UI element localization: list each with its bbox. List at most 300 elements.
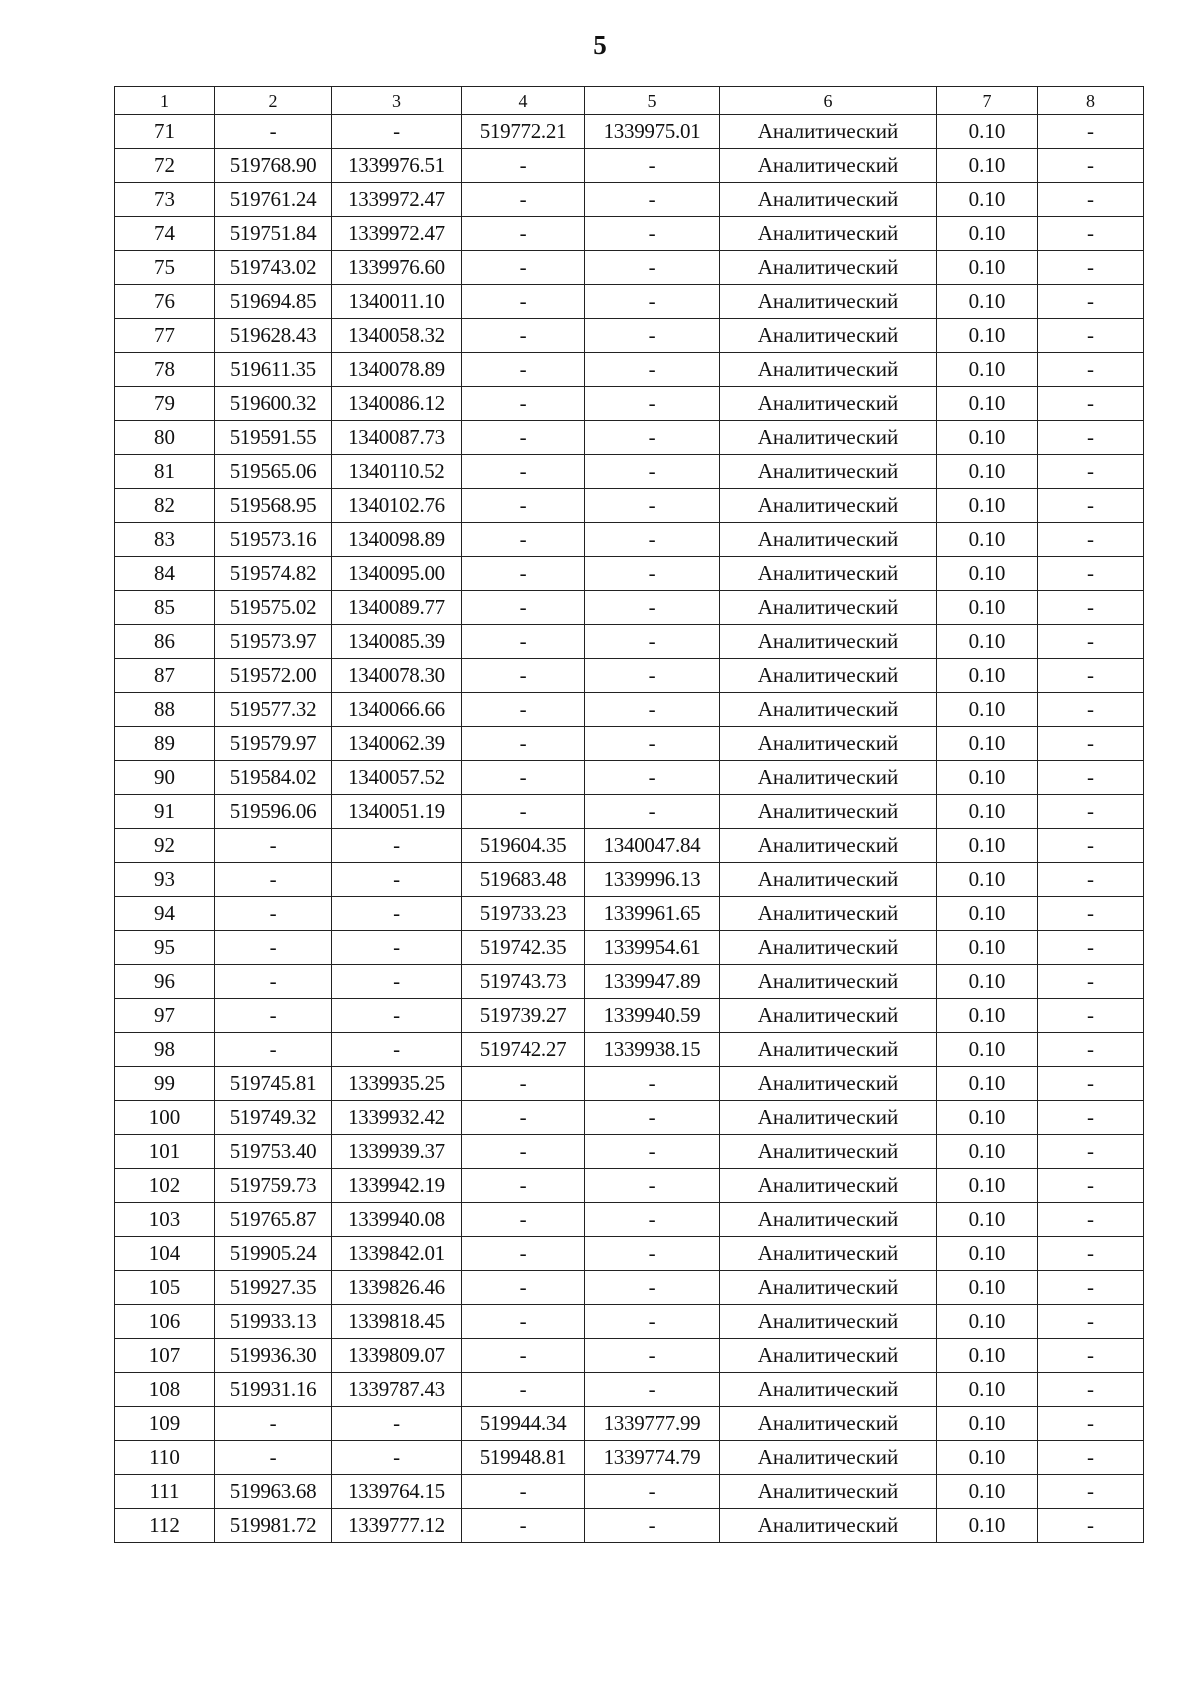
cell-y-coordinate: -	[332, 999, 462, 1033]
cell-y-coordinate: -	[332, 1441, 462, 1475]
cell-y-coordinate: 1339826.46	[332, 1271, 462, 1305]
header-cell-col-2: 2	[215, 87, 332, 115]
cell-point-number: 111	[115, 1475, 215, 1509]
header-cell-col-5: 5	[585, 87, 720, 115]
cell-method: Аналитический	[720, 1135, 937, 1169]
table-row	[115, 863, 1144, 897]
header-cell-col-1: 1	[115, 87, 215, 115]
cell-accuracy: 0.10	[937, 1441, 1038, 1475]
cell-method: Аналитический	[720, 999, 937, 1033]
cell-y-coordinate: 1340078.89	[332, 353, 462, 387]
cell-accuracy: 0.10	[937, 149, 1038, 183]
cell-y-coordinate: 1339764.15	[332, 1475, 462, 1509]
cell-y-coordinate-alt: -	[585, 285, 720, 319]
cell-note: -	[1038, 1305, 1144, 1339]
cell-y-coordinate: 1339932.42	[332, 1101, 462, 1135]
cell-accuracy: 0.10	[937, 1101, 1038, 1135]
cell-x-coordinate-alt: 519944.34	[462, 1407, 585, 1441]
cell-y-coordinate: 1339818.45	[332, 1305, 462, 1339]
coordinates-table	[114, 86, 1144, 1543]
cell-y-coordinate: 1339942.19	[332, 1169, 462, 1203]
cell-accuracy: 0.10	[937, 557, 1038, 591]
cell-method: Аналитический	[720, 795, 937, 829]
cell-accuracy: 0.10	[937, 1339, 1038, 1373]
cell-accuracy: 0.10	[937, 1373, 1038, 1407]
cell-method: Аналитический	[720, 1033, 937, 1067]
cell-method: Аналитический	[720, 353, 937, 387]
cell-point-number: 95	[115, 931, 215, 965]
table-row	[115, 217, 1144, 251]
cell-x-coordinate: -	[215, 115, 332, 149]
table-row	[115, 1509, 1144, 1543]
header-cell-col-6: 6	[720, 87, 937, 115]
cell-method: Аналитический	[720, 285, 937, 319]
cell-accuracy: 0.10	[937, 115, 1038, 149]
cell-x-coordinate-alt: -	[462, 1169, 585, 1203]
cell-x-coordinate: 519927.35	[215, 1271, 332, 1305]
cell-x-coordinate-alt: -	[462, 421, 585, 455]
cell-x-coordinate-alt: 519683.48	[462, 863, 585, 897]
cell-accuracy: 0.10	[937, 659, 1038, 693]
cell-accuracy: 0.10	[937, 931, 1038, 965]
cell-y-coordinate-alt: -	[585, 1237, 720, 1271]
cell-method: Аналитический	[720, 1475, 937, 1509]
cell-method: Аналитический	[720, 897, 937, 931]
cell-accuracy: 0.10	[937, 489, 1038, 523]
cell-point-number: 102	[115, 1169, 215, 1203]
cell-method: Аналитический	[720, 557, 937, 591]
cell-note: -	[1038, 1237, 1144, 1271]
cell-accuracy: 0.10	[937, 591, 1038, 625]
cell-y-coordinate: -	[332, 931, 462, 965]
cell-y-coordinate-alt: -	[585, 387, 720, 421]
cell-note: -	[1038, 251, 1144, 285]
cell-x-coordinate-alt: -	[462, 1135, 585, 1169]
cell-x-coordinate-alt: -	[462, 1305, 585, 1339]
cell-method: Аналитический	[720, 1203, 937, 1237]
header-cell-col-3: 3	[332, 87, 462, 115]
cell-x-coordinate-alt: -	[462, 1475, 585, 1509]
cell-x-coordinate: 519573.16	[215, 523, 332, 557]
cell-y-coordinate: 1340089.77	[332, 591, 462, 625]
cell-method: Аналитический	[720, 1407, 937, 1441]
cell-y-coordinate-alt: -	[585, 183, 720, 217]
cell-point-number: 84	[115, 557, 215, 591]
cell-note: -	[1038, 489, 1144, 523]
table-row	[115, 659, 1144, 693]
cell-method: Аналитический	[720, 1271, 937, 1305]
cell-accuracy: 0.10	[937, 183, 1038, 217]
cell-accuracy: 0.10	[937, 319, 1038, 353]
cell-x-coordinate-alt: -	[462, 1339, 585, 1373]
table-row	[115, 1373, 1144, 1407]
cell-x-coordinate-alt: -	[462, 761, 585, 795]
cell-y-coordinate: 1340058.32	[332, 319, 462, 353]
cell-x-coordinate: 519568.95	[215, 489, 332, 523]
cell-y-coordinate-alt: -	[585, 1169, 720, 1203]
cell-point-number: 87	[115, 659, 215, 693]
cell-accuracy: 0.10	[937, 421, 1038, 455]
cell-accuracy: 0.10	[937, 1033, 1038, 1067]
cell-x-coordinate-alt: -	[462, 183, 585, 217]
cell-point-number: 93	[115, 863, 215, 897]
header-row	[115, 87, 1144, 115]
cell-x-coordinate-alt: 519772.21	[462, 115, 585, 149]
table-row	[115, 1305, 1144, 1339]
cell-method: Аналитический	[720, 115, 937, 149]
cell-x-coordinate: -	[215, 1441, 332, 1475]
cell-x-coordinate-alt: -	[462, 1067, 585, 1101]
cell-x-coordinate: 519577.32	[215, 693, 332, 727]
cell-x-coordinate-alt: -	[462, 353, 585, 387]
table-row	[115, 1271, 1144, 1305]
cell-method: Аналитический	[720, 217, 937, 251]
cell-point-number: 91	[115, 795, 215, 829]
cell-point-number: 97	[115, 999, 215, 1033]
cell-note: -	[1038, 319, 1144, 353]
cell-point-number: 75	[115, 251, 215, 285]
table-row	[115, 251, 1144, 285]
cell-point-number: 101	[115, 1135, 215, 1169]
cell-note: -	[1038, 1169, 1144, 1203]
cell-note: -	[1038, 387, 1144, 421]
cell-y-coordinate: 1340062.39	[332, 727, 462, 761]
cell-y-coordinate-alt: -	[585, 1067, 720, 1101]
table-row	[115, 115, 1144, 149]
cell-method: Аналитический	[720, 421, 937, 455]
cell-method: Аналитический	[720, 727, 937, 761]
cell-x-coordinate-alt: -	[462, 285, 585, 319]
cell-accuracy: 0.10	[937, 1067, 1038, 1101]
table-row	[115, 285, 1144, 319]
cell-note: -	[1038, 659, 1144, 693]
cell-point-number: 85	[115, 591, 215, 625]
table-row	[115, 761, 1144, 795]
table-row	[115, 183, 1144, 217]
cell-note: -	[1038, 761, 1144, 795]
cell-point-number: 83	[115, 523, 215, 557]
cell-y-coordinate: 1339976.60	[332, 251, 462, 285]
cell-point-number: 110	[115, 1441, 215, 1475]
cell-point-number: 81	[115, 455, 215, 489]
cell-point-number: 96	[115, 965, 215, 999]
cell-x-coordinate: 519749.32	[215, 1101, 332, 1135]
cell-y-coordinate-alt: 1339954.61	[585, 931, 720, 965]
cell-y-coordinate: 1340085.39	[332, 625, 462, 659]
cell-point-number: 109	[115, 1407, 215, 1441]
cell-y-coordinate: 1340066.66	[332, 693, 462, 727]
table-row	[115, 829, 1144, 863]
cell-accuracy: 0.10	[937, 1305, 1038, 1339]
cell-y-coordinate-alt: -	[585, 1101, 720, 1135]
cell-accuracy: 0.10	[937, 863, 1038, 897]
table-row	[115, 795, 1144, 829]
cell-point-number: 86	[115, 625, 215, 659]
cell-y-coordinate-alt: -	[585, 217, 720, 251]
table-row	[115, 557, 1144, 591]
cell-note: -	[1038, 455, 1144, 489]
cell-x-coordinate-alt: -	[462, 693, 585, 727]
table-row	[115, 727, 1144, 761]
cell-y-coordinate-alt: 1339777.99	[585, 1407, 720, 1441]
cell-method: Аналитический	[720, 319, 937, 353]
cell-x-coordinate: 519753.40	[215, 1135, 332, 1169]
cell-y-coordinate-alt: 1339975.01	[585, 115, 720, 149]
cell-y-coordinate: 1340110.52	[332, 455, 462, 489]
cell-accuracy: 0.10	[937, 693, 1038, 727]
cell-y-coordinate-alt: -	[585, 1339, 720, 1373]
cell-note: -	[1038, 285, 1144, 319]
cell-x-coordinate-alt: -	[462, 1101, 585, 1135]
cell-note: -	[1038, 353, 1144, 387]
cell-x-coordinate-alt: 519948.81	[462, 1441, 585, 1475]
table-row	[115, 387, 1144, 421]
cell-x-coordinate-alt: -	[462, 659, 585, 693]
cell-x-coordinate-alt: -	[462, 557, 585, 591]
cell-note: -	[1038, 625, 1144, 659]
cell-method: Аналитический	[720, 1339, 937, 1373]
cell-x-coordinate-alt: -	[462, 455, 585, 489]
cell-point-number: 71	[115, 115, 215, 149]
cell-y-coordinate-alt: -	[585, 659, 720, 693]
cell-x-coordinate: 519600.32	[215, 387, 332, 421]
cell-y-coordinate: 1340102.76	[332, 489, 462, 523]
cell-x-coordinate-alt: -	[462, 1509, 585, 1543]
table-row	[115, 421, 1144, 455]
cell-y-coordinate: -	[332, 1033, 462, 1067]
cell-accuracy: 0.10	[937, 727, 1038, 761]
cell-x-coordinate-alt: -	[462, 1203, 585, 1237]
cell-y-coordinate: 1340051.19	[332, 795, 462, 829]
cell-accuracy: 0.10	[937, 251, 1038, 285]
cell-note: -	[1038, 829, 1144, 863]
cell-x-coordinate: -	[215, 897, 332, 931]
cell-accuracy: 0.10	[937, 761, 1038, 795]
table-row	[115, 1135, 1144, 1169]
cell-note: -	[1038, 897, 1144, 931]
cell-method: Аналитический	[720, 693, 937, 727]
cell-x-coordinate-alt: 519739.27	[462, 999, 585, 1033]
cell-note: -	[1038, 1509, 1144, 1543]
table-row	[115, 1475, 1144, 1509]
cell-y-coordinate-alt: -	[585, 455, 720, 489]
cell-y-coordinate: -	[332, 863, 462, 897]
cell-x-coordinate: 519611.35	[215, 353, 332, 387]
cell-x-coordinate: -	[215, 829, 332, 863]
cell-method: Аналитический	[720, 489, 937, 523]
cell-y-coordinate: -	[332, 897, 462, 931]
table-row	[115, 625, 1144, 659]
cell-note: -	[1038, 1203, 1144, 1237]
cell-y-coordinate-alt: -	[585, 1475, 720, 1509]
cell-note: -	[1038, 1407, 1144, 1441]
cell-y-coordinate-alt: 1339947.89	[585, 965, 720, 999]
cell-note: -	[1038, 1135, 1144, 1169]
cell-x-coordinate: 519565.06	[215, 455, 332, 489]
cell-x-coordinate-alt: 519733.23	[462, 897, 585, 931]
table-body	[115, 115, 1144, 1543]
cell-point-number: 98	[115, 1033, 215, 1067]
cell-point-number: 100	[115, 1101, 215, 1135]
cell-point-number: 88	[115, 693, 215, 727]
cell-accuracy: 0.10	[937, 1135, 1038, 1169]
cell-y-coordinate: 1339940.08	[332, 1203, 462, 1237]
cell-note: -	[1038, 523, 1144, 557]
cell-x-coordinate: 519572.00	[215, 659, 332, 693]
cell-point-number: 105	[115, 1271, 215, 1305]
cell-x-coordinate: -	[215, 999, 332, 1033]
cell-x-coordinate-alt: 519604.35	[462, 829, 585, 863]
cell-note: -	[1038, 183, 1144, 217]
cell-note: -	[1038, 421, 1144, 455]
cell-x-coordinate: 519584.02	[215, 761, 332, 795]
cell-method: Аналитический	[720, 1305, 937, 1339]
cell-note: -	[1038, 149, 1144, 183]
cell-note: -	[1038, 1067, 1144, 1101]
cell-note: -	[1038, 727, 1144, 761]
cell-x-coordinate-alt: 519742.27	[462, 1033, 585, 1067]
cell-method: Аналитический	[720, 761, 937, 795]
cell-accuracy: 0.10	[937, 1271, 1038, 1305]
table-row	[115, 353, 1144, 387]
cell-note: -	[1038, 1475, 1144, 1509]
cell-y-coordinate: 1339842.01	[332, 1237, 462, 1271]
cell-note: -	[1038, 591, 1144, 625]
cell-x-coordinate: 519761.24	[215, 183, 332, 217]
cell-y-coordinate: 1340095.00	[332, 557, 462, 591]
cell-x-coordinate-alt: -	[462, 1373, 585, 1407]
table-header	[115, 87, 1144, 115]
cell-x-coordinate-alt: -	[462, 727, 585, 761]
cell-accuracy: 0.10	[937, 795, 1038, 829]
cell-x-coordinate-alt: -	[462, 1237, 585, 1271]
cell-y-coordinate: 1339777.12	[332, 1509, 462, 1543]
cell-x-coordinate: 519759.73	[215, 1169, 332, 1203]
cell-y-coordinate-alt: -	[585, 319, 720, 353]
cell-point-number: 103	[115, 1203, 215, 1237]
cell-x-coordinate: 519745.81	[215, 1067, 332, 1101]
table-row	[115, 897, 1144, 931]
cell-x-coordinate-alt: -	[462, 625, 585, 659]
cell-method: Аналитический	[720, 523, 937, 557]
cell-accuracy: 0.10	[937, 285, 1038, 319]
cell-accuracy: 0.10	[937, 1509, 1038, 1543]
cell-method: Аналитический	[720, 1441, 937, 1475]
cell-y-coordinate-alt: -	[585, 251, 720, 285]
cell-x-coordinate: 519936.30	[215, 1339, 332, 1373]
cell-y-coordinate-alt: 1340047.84	[585, 829, 720, 863]
cell-accuracy: 0.10	[937, 1407, 1038, 1441]
cell-note: -	[1038, 999, 1144, 1033]
cell-point-number: 73	[115, 183, 215, 217]
cell-y-coordinate: -	[332, 115, 462, 149]
cell-y-coordinate: 1339809.07	[332, 1339, 462, 1373]
header-cell-col-7: 7	[937, 87, 1038, 115]
cell-note: -	[1038, 115, 1144, 149]
cell-note: -	[1038, 693, 1144, 727]
cell-x-coordinate: 519596.06	[215, 795, 332, 829]
cell-y-coordinate-alt: -	[585, 1135, 720, 1169]
cell-x-coordinate: 519579.97	[215, 727, 332, 761]
cell-accuracy: 0.10	[937, 1169, 1038, 1203]
cell-accuracy: 0.10	[937, 999, 1038, 1033]
cell-point-number: 99	[115, 1067, 215, 1101]
cell-y-coordinate: 1340098.89	[332, 523, 462, 557]
cell-y-coordinate: 1340086.12	[332, 387, 462, 421]
cell-y-coordinate-alt: -	[585, 557, 720, 591]
cell-x-coordinate: -	[215, 1033, 332, 1067]
cell-x-coordinate: 519933.13	[215, 1305, 332, 1339]
cell-accuracy: 0.10	[937, 829, 1038, 863]
cell-method: Аналитический	[720, 1237, 937, 1271]
cell-x-coordinate: 519591.55	[215, 421, 332, 455]
cell-x-coordinate: 519743.02	[215, 251, 332, 285]
cell-y-coordinate-alt: -	[585, 1509, 720, 1543]
cell-x-coordinate: -	[215, 1407, 332, 1441]
cell-note: -	[1038, 1271, 1144, 1305]
cell-note: -	[1038, 1441, 1144, 1475]
table-row	[115, 1033, 1144, 1067]
cell-x-coordinate: 519981.72	[215, 1509, 332, 1543]
cell-y-coordinate-alt: -	[585, 1271, 720, 1305]
cell-point-number: 89	[115, 727, 215, 761]
cell-y-coordinate-alt: 1339996.13	[585, 863, 720, 897]
cell-x-coordinate: 519765.87	[215, 1203, 332, 1237]
cell-y-coordinate-alt: -	[585, 489, 720, 523]
cell-y-coordinate-alt: -	[585, 625, 720, 659]
cell-y-coordinate: 1339939.37	[332, 1135, 462, 1169]
table-row	[115, 1407, 1144, 1441]
cell-point-number: 92	[115, 829, 215, 863]
cell-y-coordinate: 1340078.30	[332, 659, 462, 693]
cell-note: -	[1038, 1339, 1144, 1373]
cell-x-coordinate-alt: -	[462, 319, 585, 353]
cell-x-coordinate-alt: -	[462, 795, 585, 829]
table-row	[115, 931, 1144, 965]
table-row	[115, 1237, 1144, 1271]
cell-method: Аналитический	[720, 1509, 937, 1543]
cell-accuracy: 0.10	[937, 217, 1038, 251]
cell-note: -	[1038, 1101, 1144, 1135]
cell-y-coordinate-alt: 1339938.15	[585, 1033, 720, 1067]
cell-method: Аналитический	[720, 1373, 937, 1407]
cell-y-coordinate-alt: 1339940.59	[585, 999, 720, 1033]
cell-x-coordinate: -	[215, 965, 332, 999]
cell-point-number: 107	[115, 1339, 215, 1373]
cell-y-coordinate: 1340087.73	[332, 421, 462, 455]
cell-method: Аналитический	[720, 931, 937, 965]
cell-y-coordinate: 1340011.10	[332, 285, 462, 319]
cell-method: Аналитический	[720, 183, 937, 217]
cell-point-number: 77	[115, 319, 215, 353]
table-row	[115, 999, 1144, 1033]
cell-accuracy: 0.10	[937, 1475, 1038, 1509]
cell-x-coordinate: 519573.97	[215, 625, 332, 659]
cell-method: Аналитический	[720, 455, 937, 489]
cell-accuracy: 0.10	[937, 1237, 1038, 1271]
cell-y-coordinate-alt: -	[585, 1305, 720, 1339]
cell-note: -	[1038, 217, 1144, 251]
cell-point-number: 94	[115, 897, 215, 931]
cell-method: Аналитический	[720, 1101, 937, 1135]
cell-note: -	[1038, 931, 1144, 965]
cell-y-coordinate-alt: -	[585, 523, 720, 557]
cell-method: Аналитический	[720, 965, 937, 999]
cell-x-coordinate: 519751.84	[215, 217, 332, 251]
cell-method: Аналитический	[720, 251, 937, 285]
table-row	[115, 489, 1144, 523]
table-row	[115, 1339, 1144, 1373]
